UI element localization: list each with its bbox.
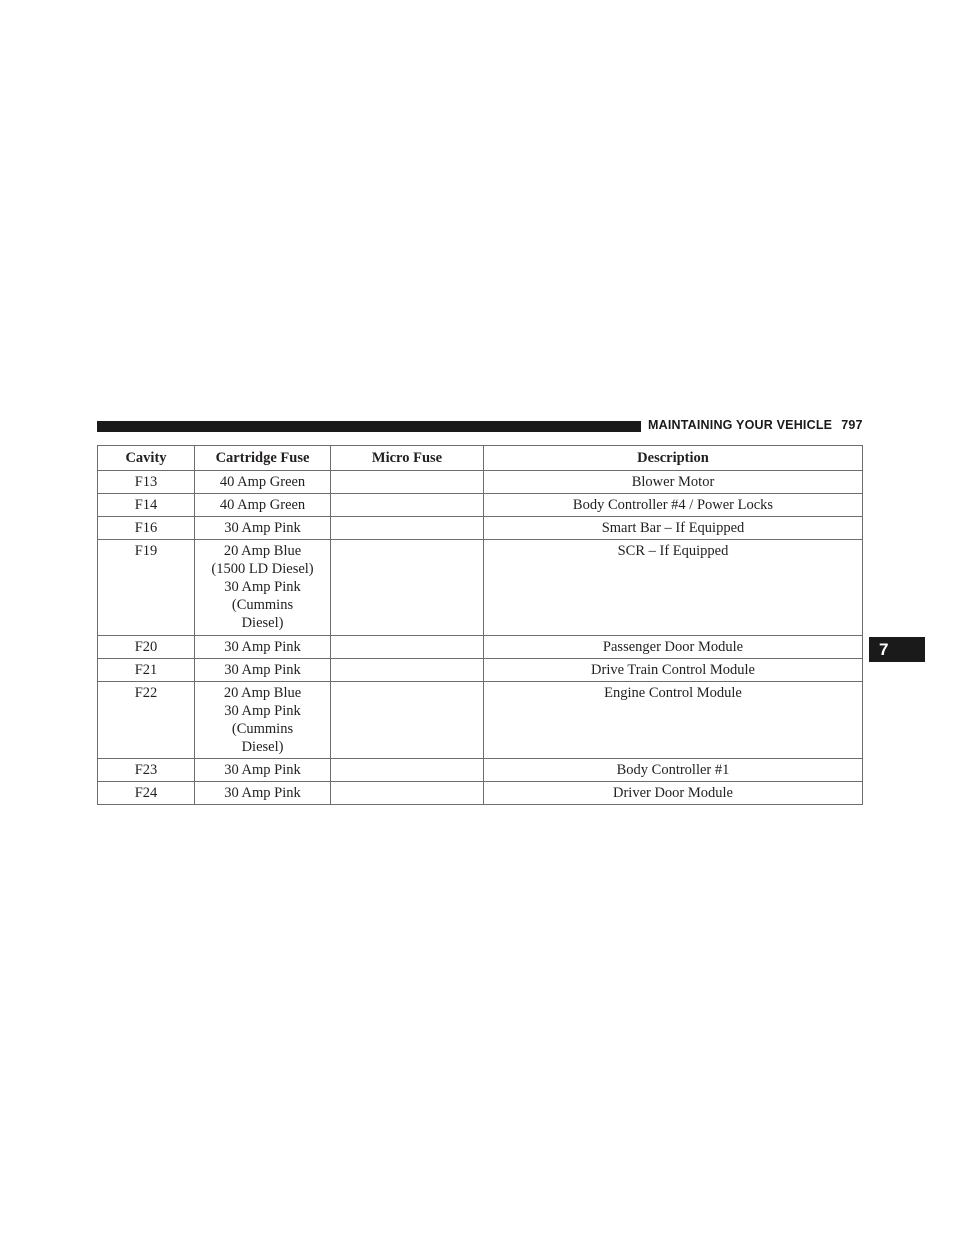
column-header-micro-fuse: Micro Fuse <box>331 446 484 471</box>
cartridge-fuse-cell <box>195 494 331 517</box>
micro-fuse-cell <box>331 471 484 494</box>
micro-fuse-cell <box>331 682 484 759</box>
cartridge-fuse-line: 30 Amp Pink <box>224 579 301 595</box>
description-cell: Engine Control Module <box>484 682 863 759</box>
cavity-cell: F13 <box>98 471 195 494</box>
cartridge-fuse-line: (1500 LD Diesel) <box>211 561 314 577</box>
description-cell: Blower Motor <box>484 471 863 494</box>
cartridge-fuse-line: (Cummins <box>231 721 294 737</box>
description-cell: Drive Train Control Module <box>484 659 863 682</box>
cartridge-fuse-cell <box>195 782 331 805</box>
cartridge-fuse-cell <box>195 759 331 782</box>
table-header-row <box>98 446 863 471</box>
cartridge-fuse-cell <box>195 659 331 682</box>
description-cell: Body Controller #4 / Power Locks <box>484 494 863 517</box>
table-row <box>98 540 863 636</box>
cartridge-fuse-cell <box>195 636 331 659</box>
cartridge-fuse-line: 30 Amp Pink <box>224 762 301 778</box>
header-rule-bar <box>97 421 641 432</box>
column-header-description: Description <box>484 446 863 471</box>
cartridge-fuse-line: Diesel) <box>241 739 284 755</box>
column-header-cartridge-fuse: Cartridge Fuse <box>195 446 331 471</box>
cavity-cell: F19 <box>98 540 195 636</box>
cavity-cell: F23 <box>98 759 195 782</box>
cartridge-fuse-line: Diesel) <box>241 615 284 631</box>
micro-fuse-cell <box>331 517 484 540</box>
micro-fuse-cell <box>331 659 484 682</box>
cartridge-fuse-cell <box>195 540 331 636</box>
fuse-table <box>97 445 863 805</box>
micro-fuse-cell <box>331 494 484 517</box>
table-row <box>98 782 863 805</box>
cartridge-fuse-line: 30 Amp Pink <box>224 662 301 678</box>
table-row <box>98 494 863 517</box>
micro-fuse-cell <box>331 636 484 659</box>
description-cell: Driver Door Module <box>484 782 863 805</box>
table-row <box>98 636 863 659</box>
cartridge-fuse-line: 20 Amp Blue <box>223 543 302 559</box>
description-cell: Smart Bar – If Equipped <box>484 517 863 540</box>
chapter-tab: 7 <box>869 637 925 662</box>
description-cell: Body Controller #1 <box>484 759 863 782</box>
table-row <box>98 659 863 682</box>
micro-fuse-cell <box>331 540 484 636</box>
cartridge-fuse-line: 30 Amp Pink <box>224 785 301 801</box>
description-cell: Passenger Door Module <box>484 636 863 659</box>
description-cell: SCR – If Equipped <box>484 540 863 636</box>
column-header-cavity: Cavity <box>98 446 195 471</box>
cartridge-fuse-line: 20 Amp Blue <box>223 685 302 701</box>
table-row <box>98 471 863 494</box>
cartridge-fuse-line: 30 Amp Pink <box>224 703 301 719</box>
cartridge-fuse-line: 40 Amp Green <box>219 497 306 513</box>
cartridge-fuse-line: 40 Amp Green <box>219 474 306 490</box>
cavity-cell: F22 <box>98 682 195 759</box>
micro-fuse-cell <box>331 782 484 805</box>
cavity-cell: F20 <box>98 636 195 659</box>
running-header <box>648 418 863 432</box>
cartridge-fuse-line: (Cummins <box>231 597 294 613</box>
cartridge-fuse-line: 30 Amp Pink <box>224 520 301 536</box>
cavity-cell: F24 <box>98 782 195 805</box>
cartridge-fuse-line: 30 Amp Pink <box>224 639 301 655</box>
table-row <box>98 682 863 759</box>
cavity-cell: F14 <box>98 494 195 517</box>
cartridge-fuse-cell <box>195 517 331 540</box>
table-row <box>98 517 863 540</box>
cartridge-fuse-cell <box>195 471 331 494</box>
cavity-cell: F16 <box>98 517 195 540</box>
page-number: 797 <box>841 418 863 432</box>
micro-fuse-cell <box>331 759 484 782</box>
table-row <box>98 759 863 782</box>
section-title: MAINTAINING YOUR VEHICLE <box>648 418 833 432</box>
cavity-cell: F21 <box>98 659 195 682</box>
cartridge-fuse-cell <box>195 682 331 759</box>
